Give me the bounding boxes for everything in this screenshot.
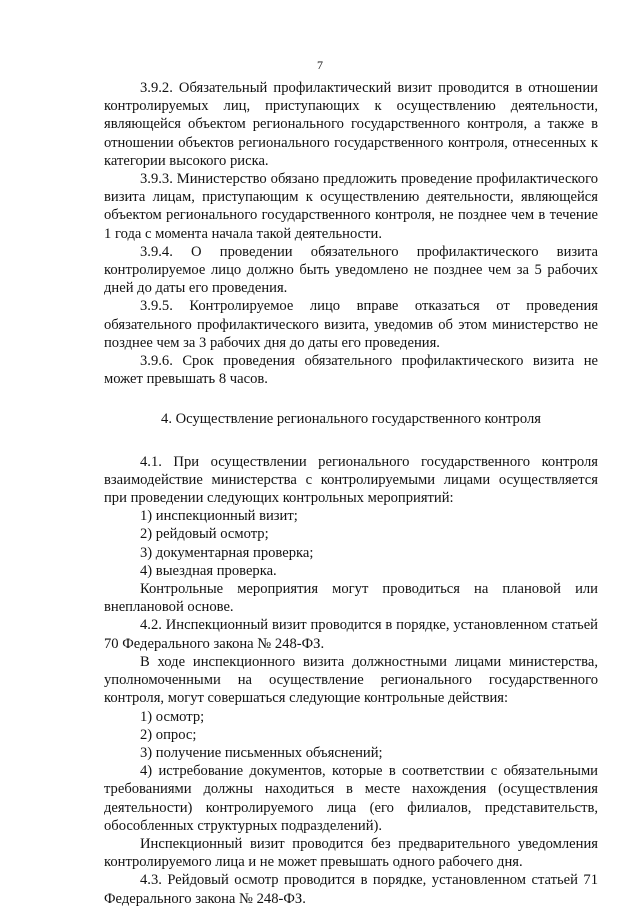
section-title: 4. Осуществление регионального государственного контроля: [161, 411, 541, 428]
paragraph-3-9-3: 3.9.3. Министерство обязано предложить проведение профилактического визита лицам, приступающим к осуществлению деятельности, являющейся объектом регионального государственного контроля, не позднее чем в течение 1 года с момента начала такой деятельности.: [104, 171, 598, 242]
paragraph-3-9-6: 3.9.6. Срок проведения обязательного профилактического визита не может превышать 8 часов.: [104, 353, 598, 388]
list-item-documents: 4) истребование документов, которые в соответствии с обязательными требованиями должны находиться в месте нахождения (осуществления деятельности) контролируемого лица (его филиалов, представительств, обособленных структурных подразделений).: [104, 763, 598, 834]
paragraph-4-3: 4.3. Рейдовый осмотр проводится в порядке, установленном статьей 71 Федерального закона № 248-ФЗ.: [104, 872, 598, 907]
list-item: 3) документарная проверка;: [140, 544, 314, 561]
paragraph-inspection-duration: Инспекционный визит проводится без предварительного уведомления контролируемого лица и не может превышать одного рабочего дня.: [104, 835, 598, 871]
list-item: 1) осмотр;: [140, 708, 205, 725]
list-item: 2) рейдовый осмотр;: [140, 526, 269, 543]
paragraph-3-9-5: 3.9.5. Контролируемое лицо вправе отказаться от проведения обязательного профилактического визита, уведомив об этом министерство не позднее чем за 3 рабочих дня до даты его проведения.: [104, 298, 598, 351]
paragraph-control-events: Контрольные мероприятия могут проводиться на плановой или внеплановой основе.: [104, 581, 598, 616]
page-number: 7: [317, 58, 323, 72]
paragraph-4-1: 4.1. При осуществлении регионального государственного контроля взаимодействие министерства с контролируемыми лицами осуществляется при проведении следующих контрольных мероприятий:: [104, 453, 598, 507]
paragraph-3-9-4: 3.9.4. О проведении обязательного профилактического визита контролируемое лицо должно быть уведомлено не позднее чем за 5 рабочих дней до даты его проведения.: [104, 243, 598, 297]
list-item: 3) получение письменных объяснений;: [140, 744, 383, 761]
paragraph-inspection-actions: В ходе инспекционного визита должностными лицами министерства, уполномоченными на осуществление регионального государственного контроля, могут совершаться следующие контрольные действия:: [104, 653, 598, 707]
document-body: [104, 79, 598, 908]
list-item: 1) инспекционный визит;: [140, 508, 298, 525]
list-item: 4) выездная проверка.: [140, 562, 277, 579]
paragraph-4-2: 4.2. Инспекционный визит проводится в порядке, установленном статьей 70 Федерального закона № 248-ФЗ.: [104, 617, 598, 652]
list-item: 2) опрос;: [140, 726, 197, 743]
paragraph-3-9-2: 3.9.2. Обязательный профилактический визит проводится в отношении контролируемых лиц, приступающих к осуществлению деятельности, являющейся объектом регионального государственного контроля, а также в отношении объектов регионального государственного контроля, отнесенных к категории высокого риска.: [104, 80, 598, 169]
